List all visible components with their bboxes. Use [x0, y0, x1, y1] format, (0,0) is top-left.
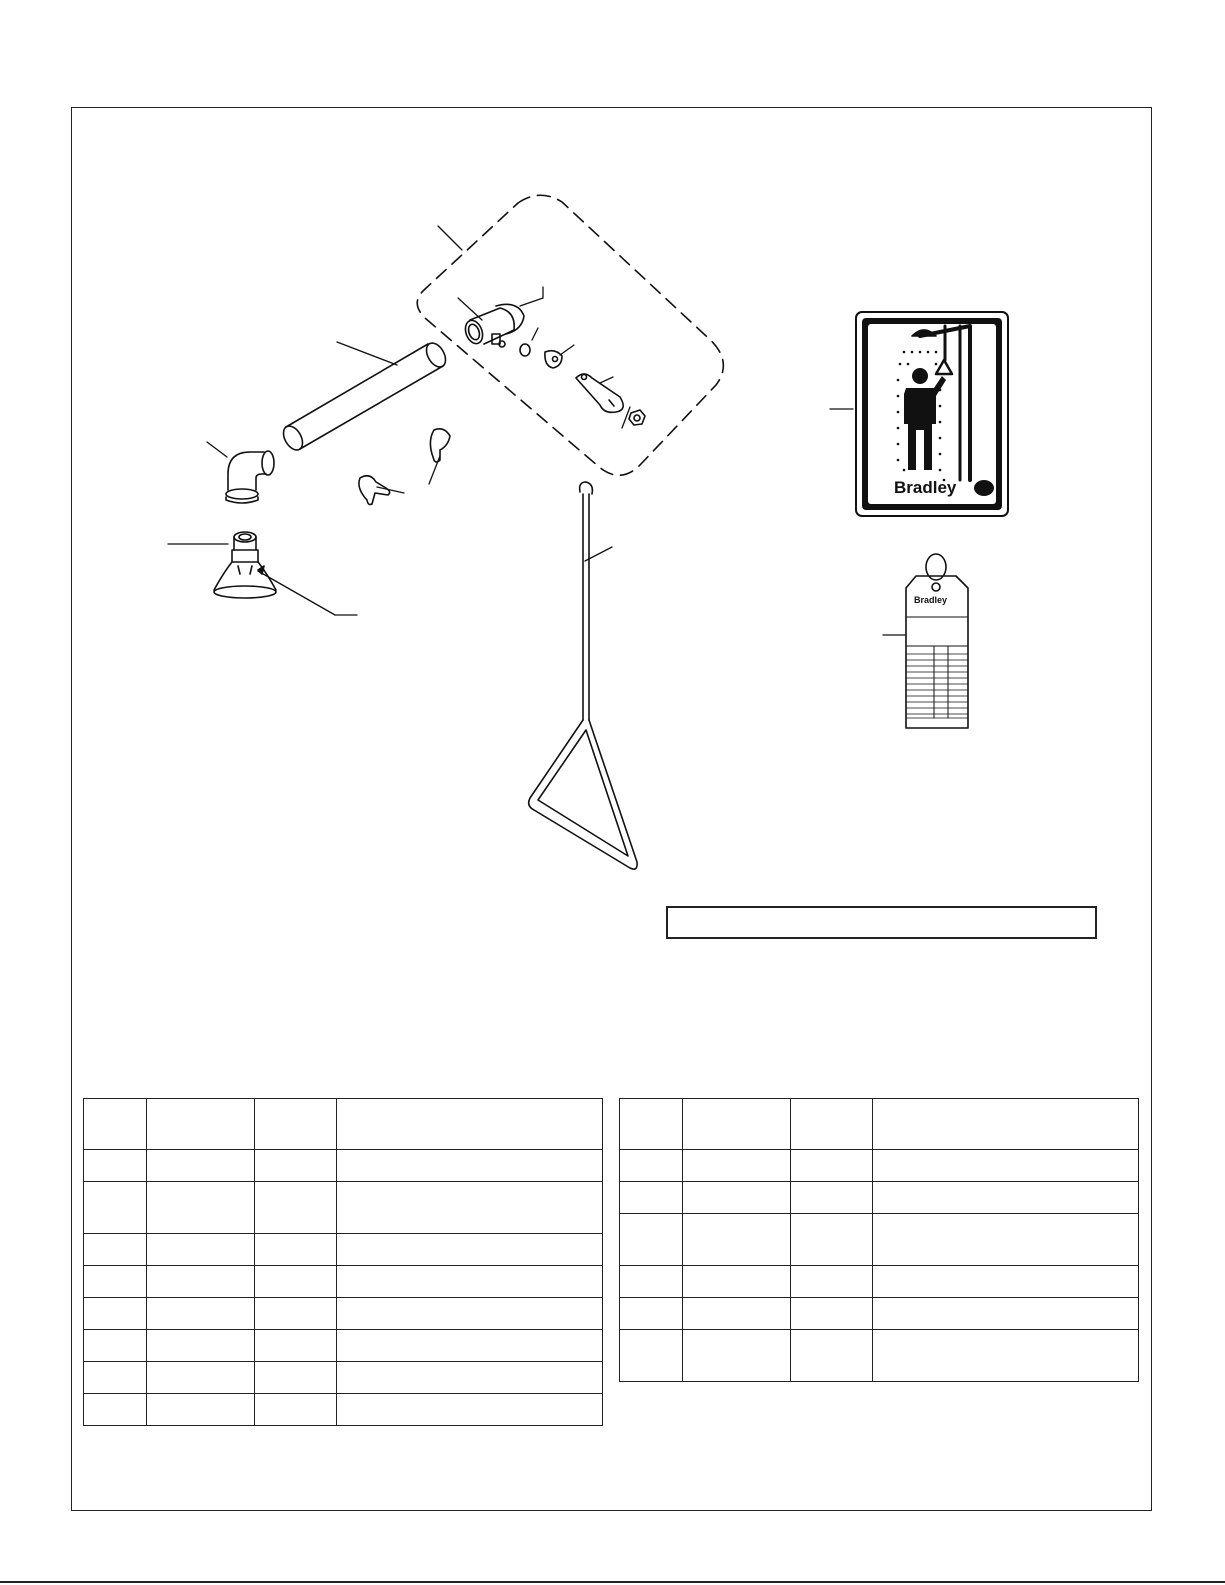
table-cell — [255, 1362, 337, 1394]
o-ring — [520, 344, 530, 356]
table-cell — [147, 1234, 255, 1266]
table-cell — [620, 1330, 683, 1382]
table-cell — [683, 1298, 791, 1330]
shower-head — [214, 532, 276, 598]
table-row — [84, 1330, 603, 1362]
table-cell — [84, 1234, 147, 1266]
table-cell — [84, 1394, 147, 1426]
table-cell — [683, 1330, 791, 1382]
table-row — [84, 1362, 603, 1394]
table-cell — [147, 1362, 255, 1394]
table-cell — [873, 1298, 1139, 1330]
table-cell — [255, 1394, 337, 1426]
table-cell — [873, 1330, 1139, 1382]
table-cell — [84, 1150, 147, 1182]
leader-lines — [168, 226, 906, 635]
tag-brand-label: Bradley — [914, 595, 948, 605]
table-cell — [147, 1266, 255, 1298]
table-cell — [791, 1298, 873, 1330]
safety-sign — [856, 312, 1008, 516]
inspection-tag — [906, 554, 968, 728]
valve-stem — [545, 351, 562, 368]
note-box — [666, 906, 1097, 939]
table-cell — [255, 1182, 337, 1234]
table-cell — [873, 1150, 1139, 1182]
spring-clip-upper — [430, 429, 450, 462]
sign-brand-label: Bradley — [894, 478, 957, 497]
table-cell — [620, 1099, 683, 1150]
table-cell — [873, 1182, 1139, 1214]
valve-handle — [576, 374, 623, 412]
valve-kit-boundary — [417, 195, 723, 475]
table-row — [84, 1394, 603, 1426]
table-row — [84, 1298, 603, 1330]
table-row — [620, 1298, 1139, 1330]
table-cell — [791, 1266, 873, 1298]
table-cell — [683, 1266, 791, 1298]
table-cell — [873, 1099, 1139, 1150]
table-cell — [147, 1099, 255, 1150]
table-cell — [255, 1234, 337, 1266]
pull-rod — [529, 482, 637, 869]
table-cell — [683, 1099, 791, 1150]
table-cell — [255, 1150, 337, 1182]
table-row — [620, 1150, 1139, 1182]
table-cell — [683, 1214, 791, 1266]
table-cell — [147, 1182, 255, 1234]
hex-nut — [629, 410, 645, 425]
table-cell — [337, 1266, 603, 1298]
table-cell — [84, 1182, 147, 1234]
table-cell — [791, 1214, 873, 1266]
table-row — [84, 1182, 603, 1234]
table-cell — [620, 1298, 683, 1330]
table-row — [84, 1234, 603, 1266]
spring-clip-lower — [359, 476, 390, 505]
table-cell — [84, 1330, 147, 1362]
table-cell — [84, 1099, 147, 1150]
table-row — [84, 1266, 603, 1298]
table-row — [620, 1099, 1139, 1150]
table-cell — [337, 1362, 603, 1394]
tag-log-lines — [906, 654, 968, 718]
parts-table-right — [619, 1098, 1139, 1382]
table-cell — [873, 1266, 1139, 1298]
table-cell — [147, 1394, 255, 1426]
table-cell — [84, 1362, 147, 1394]
table-row — [620, 1266, 1139, 1298]
table-cell — [255, 1099, 337, 1150]
table-cell — [791, 1330, 873, 1382]
table-cell — [791, 1182, 873, 1214]
table-cell — [255, 1298, 337, 1330]
page-bottom-rule — [0, 1581, 1225, 1583]
table-cell — [337, 1099, 603, 1150]
table-cell — [84, 1298, 147, 1330]
parts-table-left — [83, 1098, 603, 1426]
table-cell — [84, 1266, 147, 1298]
elbow-fitting — [226, 451, 274, 503]
table-cell — [620, 1266, 683, 1298]
table-cell — [337, 1298, 603, 1330]
table-cell — [337, 1182, 603, 1234]
table-cell — [337, 1150, 603, 1182]
table-row — [84, 1099, 603, 1150]
table-cell — [620, 1182, 683, 1214]
table-cell — [337, 1234, 603, 1266]
table-cell — [683, 1182, 791, 1214]
table-cell — [620, 1150, 683, 1182]
table-cell — [255, 1266, 337, 1298]
table-cell — [683, 1150, 791, 1182]
table-cell — [337, 1330, 603, 1362]
table-row — [620, 1182, 1139, 1214]
table-row — [84, 1150, 603, 1182]
table-cell — [873, 1214, 1139, 1266]
table-cell — [147, 1298, 255, 1330]
table-cell — [337, 1394, 603, 1426]
table-cell — [147, 1330, 255, 1362]
table-cell — [791, 1150, 873, 1182]
pipe — [280, 340, 450, 454]
table-cell — [147, 1150, 255, 1182]
table-row — [620, 1214, 1139, 1266]
table-cell — [255, 1330, 337, 1362]
table-row — [620, 1330, 1139, 1382]
table-cell — [620, 1214, 683, 1266]
table-cell — [791, 1099, 873, 1150]
